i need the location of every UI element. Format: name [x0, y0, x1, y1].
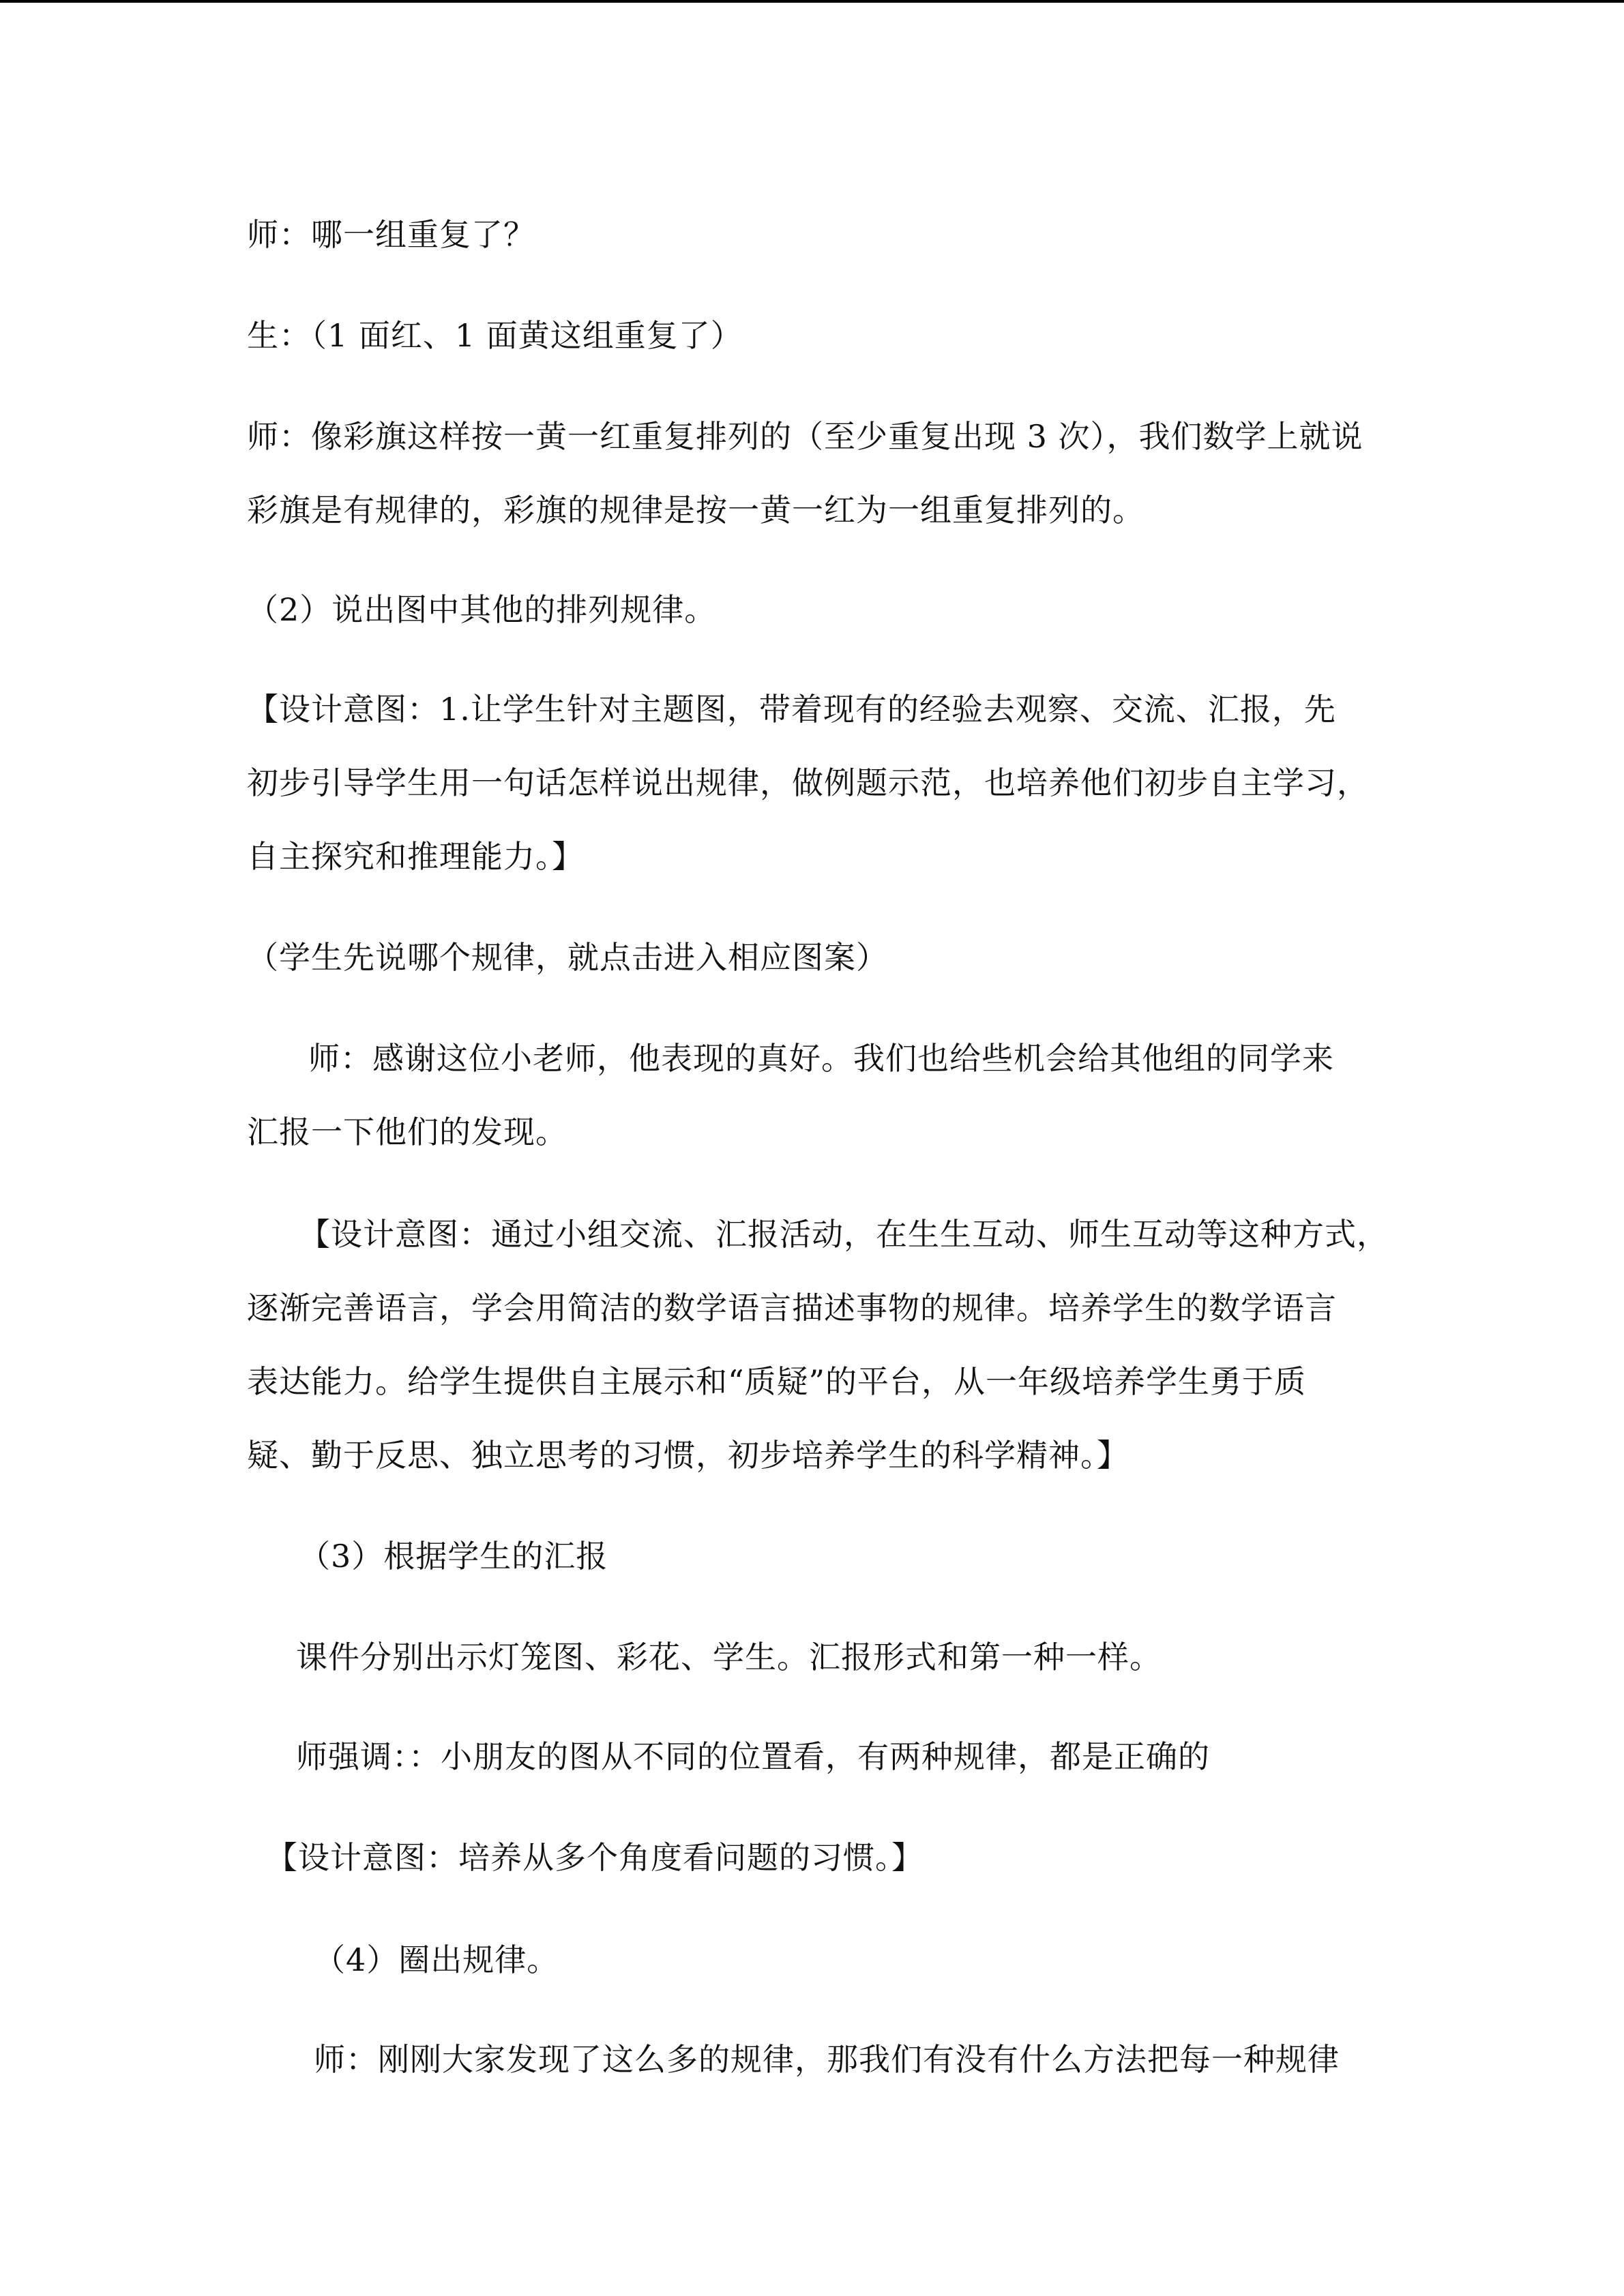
text-line: 汇报一下他们的发现。: [247, 1114, 567, 1150]
text-line: 【设计意图：培养从多个角度看问题的习惯。】: [266, 1839, 924, 1876]
text-line: 师：哪一组重复了？: [247, 216, 535, 253]
text-line: 课件分别出示灯笼图、彩花、学生。汇报形式和第一种一样。: [296, 1639, 1162, 1675]
top-border: [0, 0, 1624, 3]
text-line: 【设计意图：通过小组交流、汇报活动，在生生互动、师生互动等这种方式，: [299, 1216, 1389, 1253]
text-line: 彩旗是有规律的，彩旗的规律是按一黄一红为一组重复排列的。: [247, 492, 1145, 528]
text-line: 师强调：：小朋友的图从不同的位置看，有两种规律，都是正确的: [296, 1738, 1210, 1775]
text-line: （2）说出图中其他的排列规律。: [247, 591, 717, 628]
text-line: 师：刚刚大家发现了这么多的规律，那我们有没有什么方法把每一种规律: [314, 2041, 1340, 2078]
text-line: 师：像彩旗这样按一黄一红重复排列的（至少重复出现 3 次），我们数学上就说: [247, 418, 1363, 455]
text-line: 初步引导学生用一句话怎样说出规律，做例题示范，也培养他们初步自主学习，: [247, 764, 1369, 801]
text-line: 师：感谢这位小老师，他表现的真好。我们也给些机会给其他组的同学来: [308, 1040, 1334, 1077]
text-line: （3）根据学生的汇报: [299, 1538, 608, 1575]
text-line: 生：（1 面红、1 面黄这组重复了）: [247, 317, 743, 354]
text-line: 疑、勤于反思、独立思考的习惯，初步培养学生的科学精神。】: [247, 1437, 1129, 1474]
text-line: 表达能力。给学生提供自主展示和“质疑”的平台，从一年级培养学生勇于质: [247, 1363, 1307, 1400]
text-line: 逐渐完善语言，学会用简洁的数学语言描述事物的规律。培养学生的数学语言: [247, 1289, 1337, 1326]
text-line: 自主探究和推理能力。】: [247, 838, 584, 875]
text-line: （学生先说哪个规律，就点击进入相应图案）: [247, 939, 888, 976]
text-line: （4）圈出规律。: [314, 1941, 559, 1978]
text-line: 【设计意图：1.让学生针对主题图，带着现有的经验去观察、交流、汇报，先: [247, 691, 1336, 728]
